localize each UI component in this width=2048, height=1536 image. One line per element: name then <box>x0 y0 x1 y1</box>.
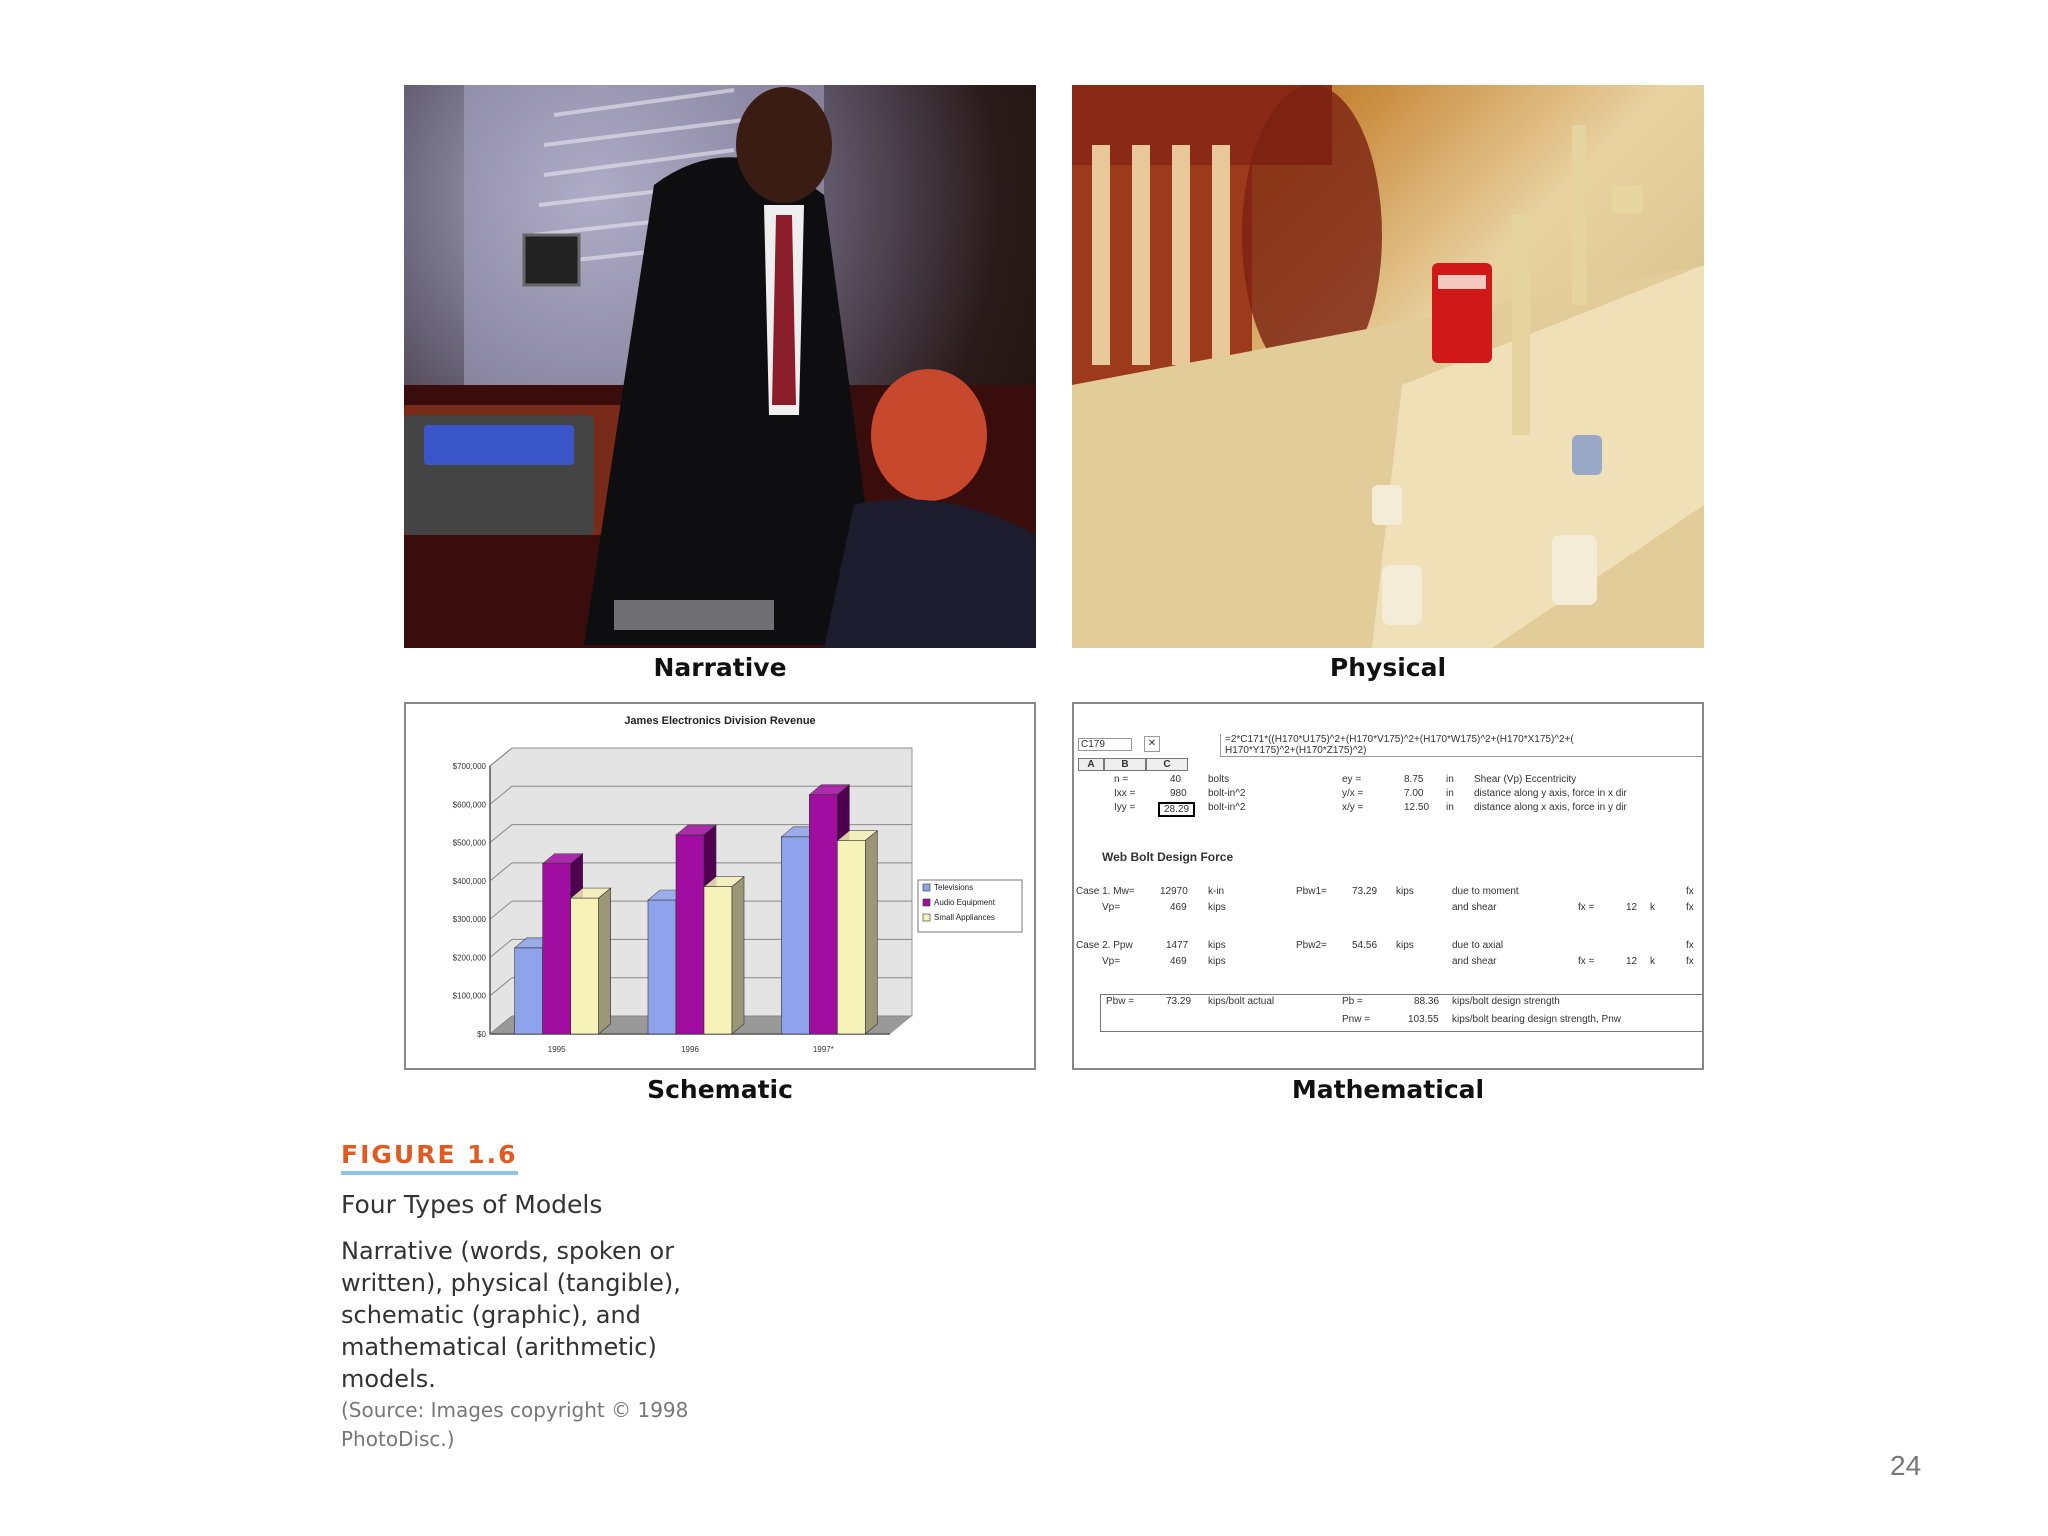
case1-vp-unit: kips <box>1208 902 1226 913</box>
ss-row-2-value: 980 <box>1170 788 1187 799</box>
mathematical-spreadsheet <box>1072 702 1704 1070</box>
page-number: 24 <box>1890 1450 1922 1481</box>
case1-label: Case 1. Mw= <box>1076 886 1135 897</box>
final-pb-label: Pb = <box>1342 996 1363 1007</box>
ss-row-1-unit: bolts <box>1208 774 1230 785</box>
chart-title: James Electronics Division Revenue <box>624 715 816 727</box>
x-tick-label: 1996 <box>681 1045 699 1054</box>
legend-swatch <box>923 884 930 891</box>
case2-pbw-value: 54.56 <box>1352 940 1378 951</box>
legend-swatch <box>923 899 930 906</box>
column-header-c: C <box>1146 758 1188 771</box>
ss-row-2-var: Ixx = <box>1114 788 1136 799</box>
ss-row-2-var2: y/x = <box>1342 788 1364 799</box>
bar-audio-equipment-1996 <box>676 835 704 1034</box>
formula-bar <box>1220 734 1704 757</box>
case1-pbw-value: 73.29 <box>1352 886 1378 897</box>
schematic-chart <box>404 702 1036 1070</box>
physical-photo-illustration <box>1072 85 1704 648</box>
figure-description: Narrative (words, spoken or written), physical (tangible), schematic (graphic), and mathematical (arithmetic) models. <box>341 1237 681 1393</box>
revenue-bar-chart <box>406 704 1034 1068</box>
schematic-caption: Schematic <box>647 1075 793 1104</box>
ss-row-3-unit: bolt-in^2 <box>1208 802 1246 813</box>
legend-label-televisions: Televisions <box>934 883 974 892</box>
y-tick-label: $0 <box>477 1030 486 1039</box>
ss-row-1-unit2: in <box>1446 774 1454 785</box>
bar-side <box>599 888 611 1034</box>
x-tick-label: 1997* <box>812 1045 834 1054</box>
bar-small-appliances-1996 <box>704 887 732 1034</box>
ss-row-3-unit2: in <box>1446 802 1454 813</box>
ss-row-2-value2: 7.00 <box>1404 788 1424 799</box>
narrative-photo-illustration <box>404 85 1036 648</box>
column-header-b: B <box>1104 758 1146 771</box>
ss-row-3-value: 28.29 <box>1158 802 1195 817</box>
narrative-caption: Narrative <box>653 653 787 682</box>
bar-televisions-1995 <box>515 948 543 1034</box>
y-tick-label: $700,000 <box>452 762 486 771</box>
case2-label: Case 2. Ppw <box>1076 940 1133 951</box>
case2-pbw-unit: kips <box>1396 940 1414 951</box>
case1-pbw-unit: kips <box>1396 886 1414 897</box>
final-pnw-value: 103.55 <box>1408 1014 1439 1025</box>
ss-row-2-note: distance along y axis, force in x dir <box>1474 788 1627 799</box>
case1-fx-tail-2: fx <box>1686 902 1694 913</box>
ss-row-1-var: n = <box>1114 774 1129 785</box>
ss-row-1-value: 40 <box>1170 774 1182 785</box>
case2-fx-tail-2: fx <box>1686 956 1694 967</box>
formula-line-2: H170*Y175)^2+(H170*Z175)^2) <box>1225 745 1367 756</box>
bar-small-appliances-1995 <box>571 898 599 1034</box>
y-tick-label: $400,000 <box>452 876 486 886</box>
ss-row-3-value2: 12.50 <box>1404 802 1430 813</box>
case2-unit: kips <box>1208 940 1226 951</box>
legend-label-small-appliances: Small Appliances <box>934 913 995 922</box>
y-tick-label: $100,000 <box>452 991 486 1001</box>
ss-row-1-value2: 8.75 <box>1404 774 1424 785</box>
case1-note-2: and shear <box>1452 902 1497 913</box>
bar-audio-equipment-1995 <box>543 864 571 1034</box>
final-pnw-label: Pnw = <box>1342 1014 1371 1025</box>
case1-fx-value: 12 <box>1626 902 1638 913</box>
physical-photo <box>1072 85 1704 648</box>
case2-vp-label: Vp= <box>1102 956 1121 967</box>
case2-note-1: due to axial <box>1452 940 1504 951</box>
section-title: Web Bolt Design Force <box>1102 850 1234 864</box>
case2-fx-tail-1: fx <box>1686 940 1694 951</box>
ss-row-1-var2: ey = <box>1342 774 1362 785</box>
case1-vp-value: 469 <box>1170 902 1187 913</box>
bar-televisions-1997 <box>781 837 809 1034</box>
narrative-photo <box>404 85 1036 648</box>
ss-row-2-unit: bolt-in^2 <box>1208 788 1246 799</box>
final-pnw-unit: kips/bolt bearing design strength, Pnw <box>1452 1014 1621 1025</box>
case1-note-1: due to moment <box>1452 886 1519 897</box>
y-tick-label: $300,000 <box>452 915 486 925</box>
case1-pbw-label: Pbw1= <box>1296 886 1327 897</box>
y-tick-label: $600,000 <box>452 800 486 810</box>
figure-source: (Source: Images copyright © 1998 PhotoDisc.) <box>341 1398 689 1451</box>
figure-label: FIGURE 1.6 <box>341 1140 518 1175</box>
cell-ref-box: C179 <box>1078 738 1132 751</box>
mathematical-caption: Mathematical <box>1291 1075 1485 1104</box>
bar-side <box>732 877 744 1034</box>
formula-line-1: =2*C171*((H170*U175)^2+(H170*V175)^2+(H170*W175)^2+(H170*X175)^2+( <box>1225 734 1574 745</box>
case2-vp-value: 469 <box>1170 956 1187 967</box>
case1-fx-unit: k <box>1650 902 1655 913</box>
column-header-a: A <box>1078 758 1104 771</box>
physical-caption: Physical <box>1329 653 1447 682</box>
ss-row-2-unit2: in <box>1446 788 1454 799</box>
bar-side <box>865 831 877 1034</box>
case2-fx-unit: k <box>1650 956 1655 967</box>
figure-title: Four Types of Models <box>341 1190 603 1219</box>
case2-pbw-label: Pbw2= <box>1296 940 1327 951</box>
case1-unit: k-in <box>1208 886 1225 897</box>
bar-audio-equipment-1997 <box>809 795 837 1034</box>
final-pbw-label: Pbw = <box>1106 996 1135 1007</box>
ss-row-3-var: Iyy = <box>1114 802 1136 813</box>
final-pbw-unit: kips/bolt actual <box>1208 996 1275 1007</box>
legend-label-audio-equipment: Audio Equipment <box>934 898 995 907</box>
final-pb-value: 88.36 <box>1414 996 1440 1007</box>
legend-swatch <box>923 914 930 921</box>
bar-televisions-1996 <box>648 900 676 1034</box>
case2-vp-unit: kips <box>1208 956 1226 967</box>
case1-vp-label: Vp= <box>1102 902 1121 913</box>
case2-fx-label: fx = <box>1578 956 1595 967</box>
ss-row-3-var2: x/y = <box>1342 802 1364 813</box>
case1-fx-label: fx = <box>1578 902 1595 913</box>
cancel-x-icon: ✕ <box>1144 736 1160 752</box>
case1-fx-tail-1: fx <box>1686 886 1694 897</box>
case2-fx-value: 12 <box>1626 956 1638 967</box>
bar-small-appliances-1997 <box>837 841 865 1034</box>
final-pbw-value: 73.29 <box>1166 996 1192 1007</box>
case2-note-2: and shear <box>1452 956 1497 967</box>
case2-value: 1477 <box>1166 940 1189 951</box>
final-pb-unit: kips/bolt design strength <box>1452 996 1560 1007</box>
ss-row-1-note: Shear (Vp) Eccentricity <box>1474 774 1577 785</box>
y-tick-label: $500,000 <box>452 838 486 848</box>
case1-value: 12970 <box>1160 886 1188 897</box>
ss-row-3-note: distance along x axis, force in y dir <box>1474 802 1627 813</box>
x-tick-label: 1995 <box>547 1045 566 1054</box>
y-tick-label: $200,000 <box>452 953 486 963</box>
